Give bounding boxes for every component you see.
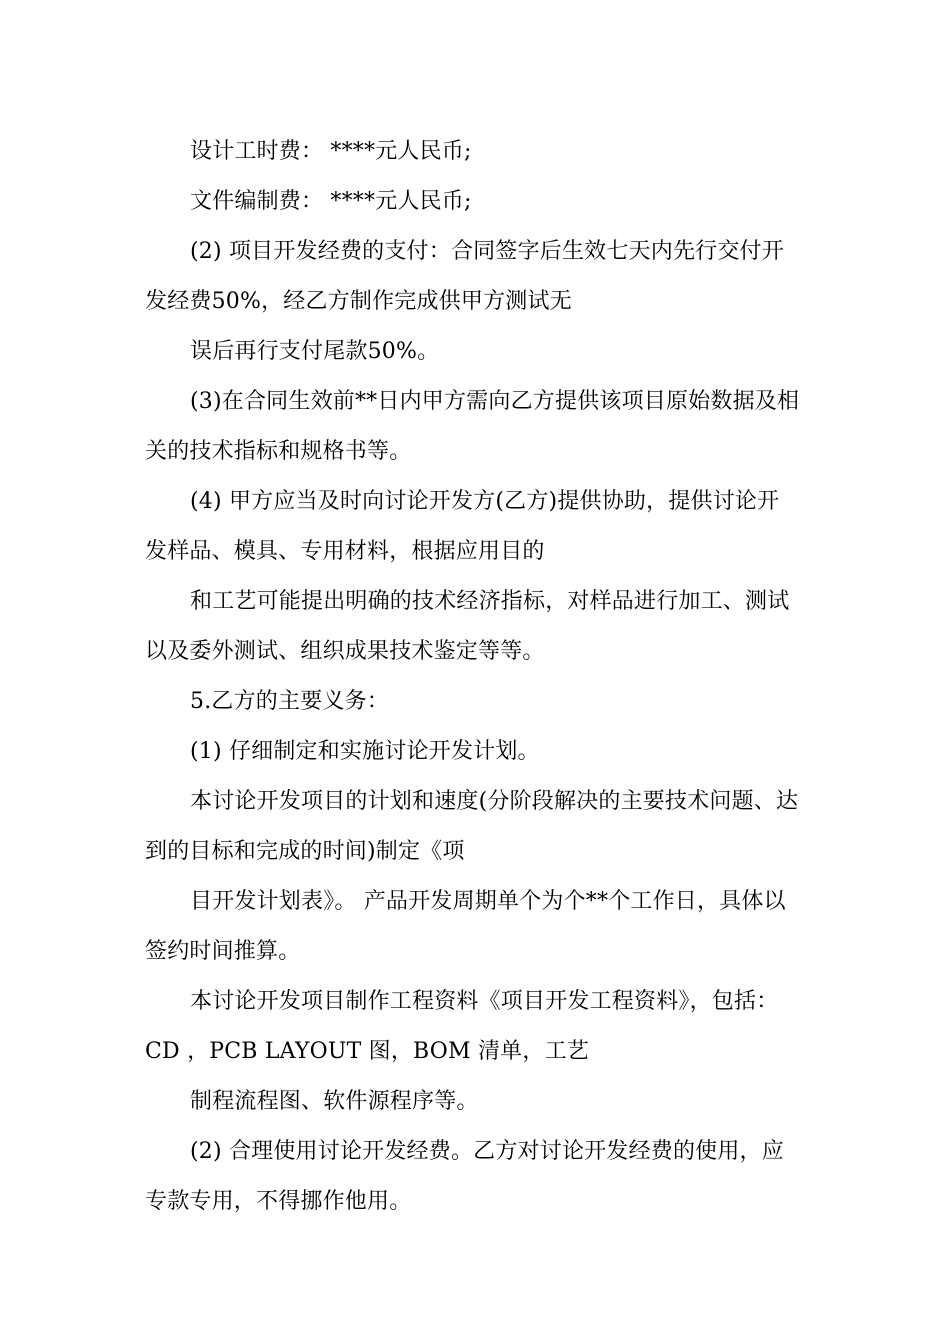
text-line-technical-indicators: 和工艺可能提出明确的技术经济指标，对样品进行加工、测试: [190, 589, 790, 614]
text-line-technical-indicators-cont: 以及委外测试、组织成果技术鉴定等等。: [145, 639, 545, 664]
text-line-engineering-data: 本讨论开发项目制作工程资料《项目开发工程资料》，包括：: [190, 989, 779, 1014]
text-line-payment-clause-cont: 发经费50%，经乙方制作完成供甲方测试无: [145, 289, 572, 314]
text-line-design-fee: 设计工时费： ****元人民币;: [190, 139, 472, 164]
text-line-document-fee: 文件编制费： ****元人民币;: [190, 189, 472, 214]
text-line-development-cycle-cont: 签约时间推算。: [145, 939, 301, 964]
text-line-development-cycle: 目开发计划表》。 产品开发周期单个为个**个工作日，具体以: [190, 889, 786, 914]
text-line-assistance-clause: (4) 甲方应当及时向讨论开发方(乙方)提供协助，提供讨论开: [190, 489, 780, 514]
text-line-process-flow: 制程流程图、软件源程序等。: [190, 1089, 479, 1114]
text-line-plan-schedule-cont: 到的目标和完成的时间)制定《项: [145, 839, 465, 864]
text-line-fund-usage-cont: 专款专用，不得挪作他用。: [145, 1189, 412, 1214]
text-line-engineering-data-cont: CD ，PCB LAYOUT 图，BOM 清单，工艺: [145, 1039, 589, 1064]
text-line-assistance-clause-cont: 发样品、模具、专用材料，根据应用目的: [145, 539, 545, 564]
text-line-plan-schedule: 本讨论开发项目的计划和速度(分阶段解决的主要技术问题、达: [190, 789, 799, 814]
text-line-development-plan: (1) 仔细制定和实施讨论开发计划。: [190, 739, 540, 764]
section-heading-party-b-obligations: 5.乙方的主要义务：: [190, 689, 389, 714]
text-line-fund-usage: (2) 合理使用讨论开发经费。乙方对讨论开发经费的使用，应: [190, 1139, 784, 1164]
text-line-data-provision: (3)在合同生效前**日内甲方需向乙方提供该项目原始数据及相: [190, 389, 800, 414]
text-line-data-provision-cont: 关的技术指标和规格书等。: [145, 439, 412, 464]
text-line-payment-clause: (2) 项目开发经费的支付：合同签字后生效七天内先行交付开: [190, 239, 784, 264]
text-line-final-payment: 误后再行支付尾款50%。: [190, 339, 440, 364]
